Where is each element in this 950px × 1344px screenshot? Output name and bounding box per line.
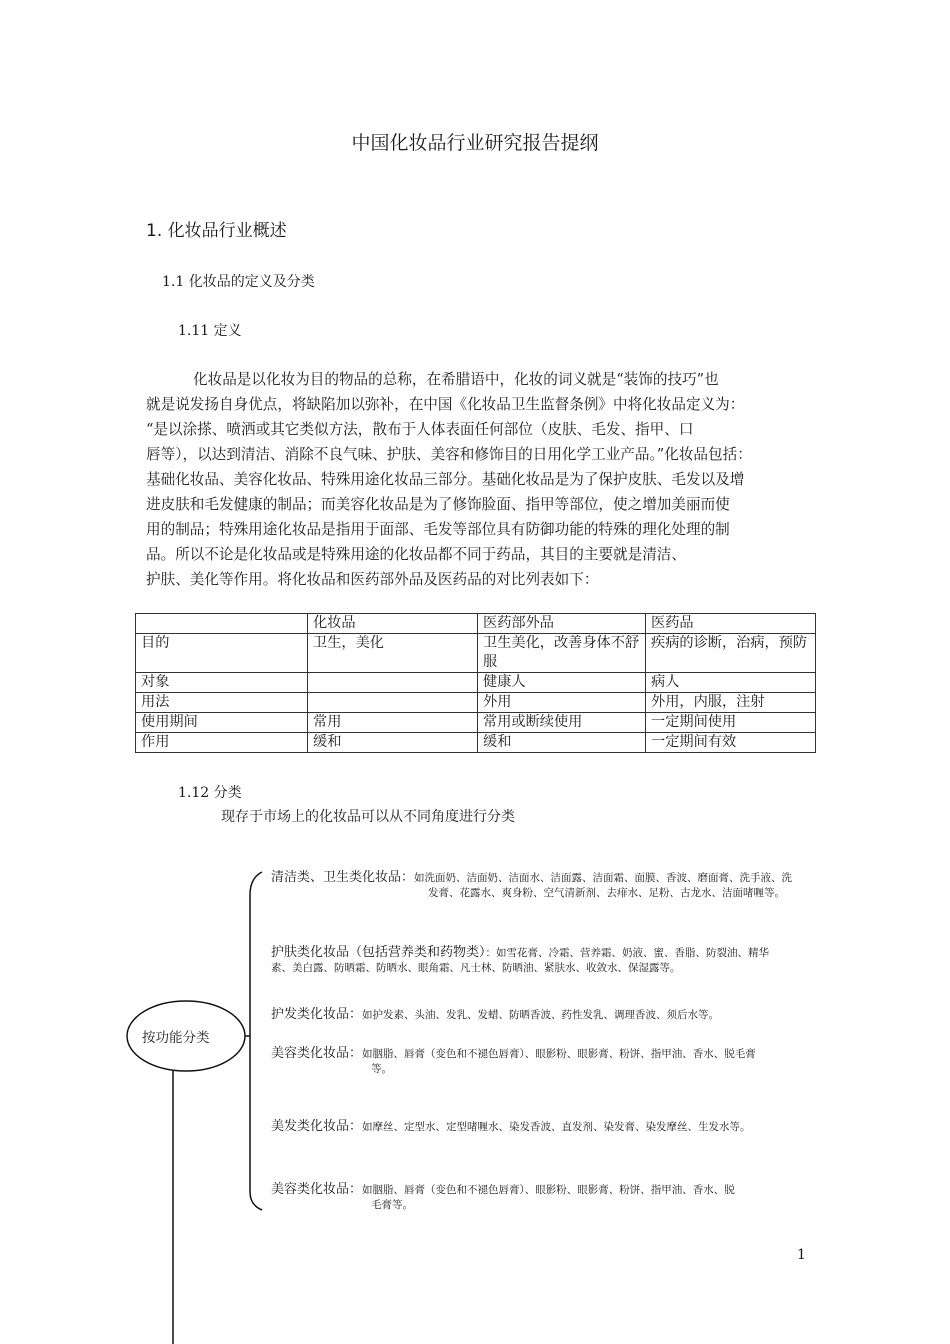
category-name: 护肤类化妆品（包括营养类和药物类） xyxy=(271,945,486,960)
category-makeup-2 xyxy=(271,1178,735,1212)
category-desc-cont: 等。 xyxy=(371,1063,392,1075)
root-node-label: 按功能分类 xyxy=(142,1030,210,1046)
page-number: 1 xyxy=(797,1247,806,1263)
table-header-cell: 医药品 xyxy=(646,614,816,634)
paragraph-line: 品。所以不论是化妆品或是特殊用途的化妆品都不同于药品，其目的主要就是清洁、 xyxy=(146,546,686,563)
table-cell: 一定期间使用 xyxy=(646,713,816,733)
category-haircare xyxy=(271,1003,719,1022)
category-desc: 如摩丝、定型水、定型啫喱水、染发香波、直发剂、染发膏、染发摩丝、生发水等。 xyxy=(362,1121,751,1133)
table-cell: 使用期间 xyxy=(136,713,308,733)
table-cell: 常用或断续使用 xyxy=(478,713,646,733)
category-name: 护发类化妆品： xyxy=(271,1007,363,1022)
category-name: 清洁类、卫生类化妆品： xyxy=(271,870,415,885)
category-hairstyling xyxy=(271,1115,751,1134)
category-desc-cont: 素、美白露、防晒霜、防晒水、眼角霜、凡士林、防晒油、紧肤水、收敛水、保湿露等。 xyxy=(271,962,681,974)
category-desc: 如护发素、头油、发乳、发蜡、防晒香波、药性发乳、调理香波、须后水等。 xyxy=(362,1009,720,1021)
table-cell: 作用 xyxy=(136,733,308,753)
table-cell: 用法 xyxy=(136,693,308,713)
category-desc: 如胭脂、唇膏（变色和不褪色唇膏）、眼影粉、眼影膏、粉饼、指甲油、香水、脱毛膏 xyxy=(362,1048,756,1060)
section-heading-1-11: 1.11 定义 xyxy=(178,323,242,339)
category-name: 美发类化妆品： xyxy=(271,1119,363,1134)
section-heading-1-12: 1.12 分类 xyxy=(178,785,242,801)
table-cell: 外用 xyxy=(478,693,646,713)
paragraph-line: 进皮肤和毛发健康的制品；而美容化妆品是为了修饰脸面、指甲等部位，使之增加美丽而使 xyxy=(146,496,730,513)
table-cell: 病人 xyxy=(646,673,816,693)
category-desc-cont: 发膏、花露水、爽身粉、空气清新剂、去痱水、足粉、古龙水、洁面啫喱等。 xyxy=(428,887,785,899)
category-skincare xyxy=(271,941,769,975)
category-desc: ：如雪花膏、冷霜、营养霜、奶液、蜜、香脂、防裂油、精华 xyxy=(485,947,770,959)
table-cell: 卫生美化，改善身体不舒服 xyxy=(478,634,646,673)
table-header-cell: 医药部外品 xyxy=(478,614,646,634)
page-title: 中国化妆品行业研究报告提纲 xyxy=(351,132,599,154)
table-cell: 缓和 xyxy=(478,733,646,753)
table-cell: 卫生，美化 xyxy=(308,634,478,673)
paragraph-line: 化妆品是以化妆为目的物品的总称，在希腊语中，化妆的词义就是“装饰的技巧”也 xyxy=(193,371,719,388)
paragraph-line: 基础化妆品、美容化妆品、特殊用途化妆品三部分。基础化妆品是为了保护皮肤、毛发以及增 xyxy=(146,471,745,488)
category-desc: 如洗面奶、洁面奶、洁面水、洁面露、洁面霜、面膜、香波、磨面膏、洗手液、洗 xyxy=(414,872,793,884)
category-name: 美容类化妆品： xyxy=(271,1046,363,1061)
paragraph-line: 护肤、美化等作用。将化妆品和医药部外品及医药品的对比列表如下： xyxy=(146,571,599,588)
table-cell: 缓和 xyxy=(308,733,478,753)
table-cell: 一定期间有效 xyxy=(646,733,816,753)
paragraph-line: “是以涂搽、喷洒或其它类似方法，散布于人体表面任何部位（皮肤、毛发、指甲、口 xyxy=(146,421,694,438)
section-heading-1: 1. 化妆品行业概述 xyxy=(146,221,287,241)
category-desc-cont: 毛膏等。 xyxy=(371,1199,413,1211)
table-cell: 对象 xyxy=(136,673,308,693)
category-cleansing xyxy=(271,866,792,900)
paragraph-line: 就是说发扬自身优点，将缺陷加以弥补，在中国《化妆品卫生监督条例》中将化妆品定义为： xyxy=(146,396,745,413)
paragraph-line: 唇等），以达到清洁、消除不良气味、护肤、美容和修饰目的日用化学工业产品。”化妆品包括： xyxy=(146,446,752,463)
table-cell: 目的 xyxy=(136,634,308,673)
section-heading-1-1: 1.1 化妆品的定义及分类 xyxy=(162,274,315,290)
table-cell: 疾病的诊断，治病，预防 xyxy=(646,634,816,673)
category-desc: 如胭脂、唇膏（变色和不褪色唇膏）、眼影粉、眼影膏、粉饼、指甲油、香水、脱 xyxy=(362,1184,735,1196)
table-header-cell: 化妆品 xyxy=(308,614,478,634)
table-cell: 健康人 xyxy=(478,673,646,693)
table-cell: 外用，内服，注射 xyxy=(646,693,816,713)
table-cell: 常用 xyxy=(308,713,478,733)
category-makeup xyxy=(271,1042,756,1076)
classification-intro: 现存于市场上的化妆品可以从不同角度进行分类 xyxy=(221,809,515,825)
brace-bracket xyxy=(250,872,262,1210)
paragraph-line: 用的制品；特殊用途化妆品是指用于面部、毛发等部位具有防御功能的特殊的理化处理的制 xyxy=(146,521,730,538)
category-name: 美容类化妆品： xyxy=(271,1182,363,1197)
